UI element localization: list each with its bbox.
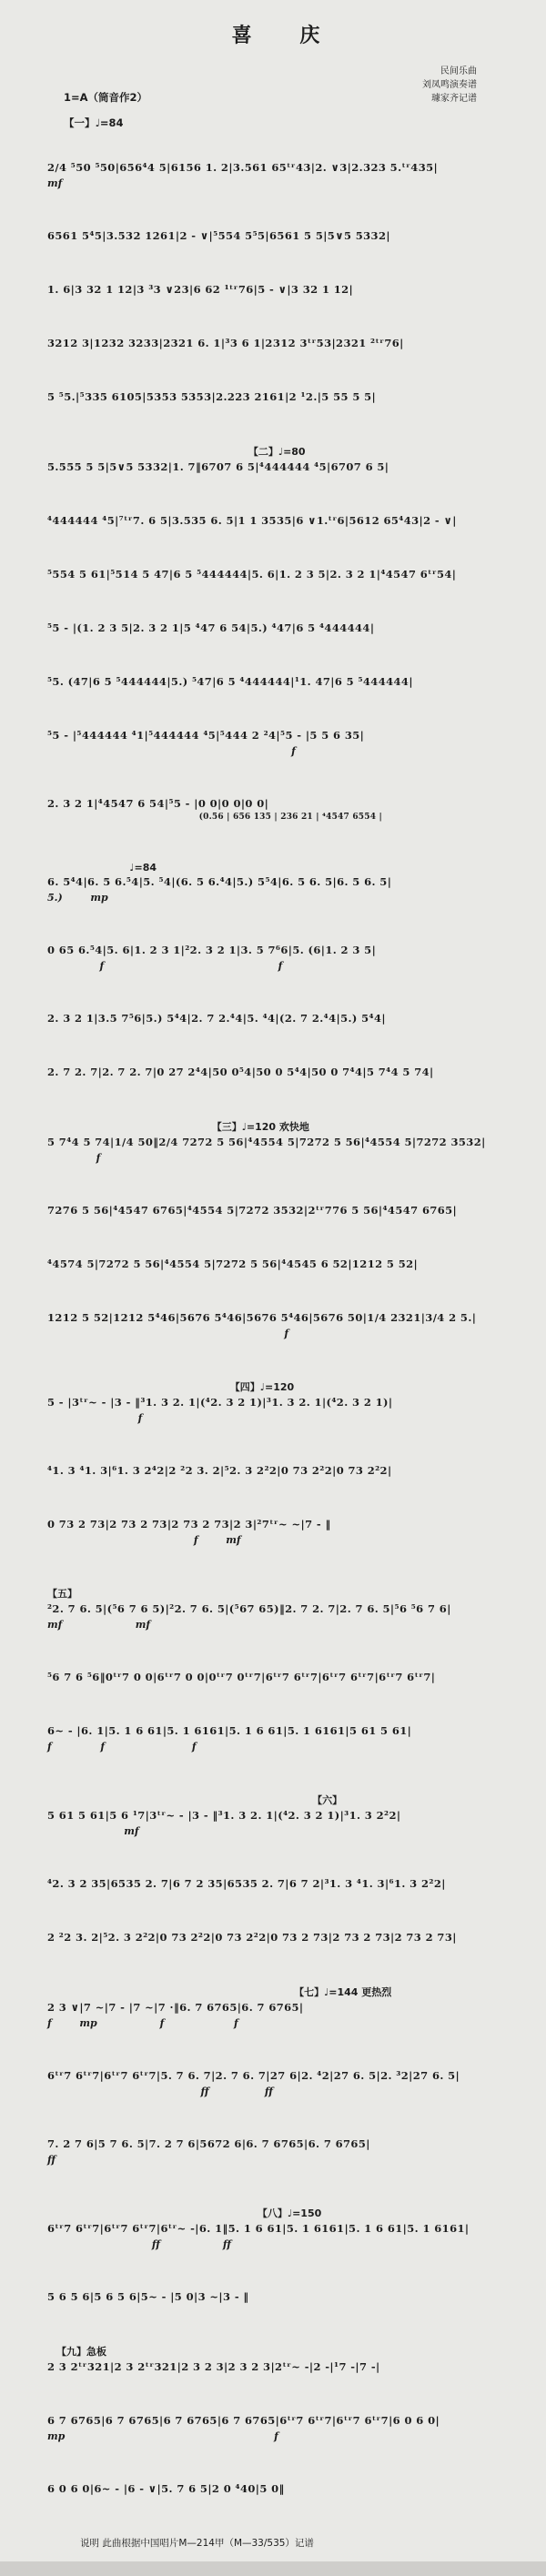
score-line [47, 2206, 504, 2250]
score-line-notes: 6ᵗʳ7 6ᵗʳ7|6ᵗʳ7 6ᵗʳ7|5. 7 6. 7|2. 7 6. 7|27 6|2. ⁴2|27 6. 5|2. ³2|27 6. 5| [47, 2069, 460, 2082]
score-line [47, 2137, 504, 2166]
score-line-notes: 2. 3 2 1|⁴4547 6 54|⁵5 - |0 0|0 0|0 0| [47, 797, 269, 810]
score-line-below: mf [47, 177, 63, 189]
score-line [47, 2482, 504, 2496]
score-line [47, 283, 504, 297]
score-line-below: f mf [47, 1534, 241, 1546]
score-header [47, 66, 504, 141]
scan-edge-strip [0, 2561, 546, 2576]
score-line-notes: 1. 6|3 32 1 12|3 ³3 ∨23|6 62 ¹ᵗʳ76|5 - ∨|3 32 1 12| [47, 283, 354, 296]
score-line-notes: 6. 5⁴4|6. 5 6.⁵4|5. ⁵4|(6. 5 6.⁴4|5.) 5⁵4|6. 5 6. 5|6. 5 6. 5| [47, 875, 392, 888]
score-line-below: f [47, 1412, 143, 1424]
score-line-label: ♩=84 [129, 862, 157, 874]
score-line-notes: 7. 2 7 6|5 7 6. 5|7. 2 7 6|5672 6|6. 7 6765|6. 7 6765| [47, 2137, 370, 2150]
score-line [47, 1012, 504, 1025]
score-line [47, 729, 504, 757]
score-line [47, 1379, 504, 1424]
page-title: 喜庆 [231, 25, 369, 47]
score-line [47, 229, 504, 243]
score-line-label: 【四】♩=120 [229, 1381, 295, 1393]
score-line [47, 568, 504, 581]
score-line-notes: 1212 5 52|1212 5⁴46|5676 5⁴46|5676 5⁴46|5676 50|1/4 2321|3/4 2 5.| [47, 1311, 477, 1324]
score-line-notes: 5 7⁴4 5 74|1/4 50‖2/4 7272 5 56|⁴4554 5|7272 5 56|⁴4554 5|7272 3532| [47, 1136, 486, 1148]
credit-performer: 刘凤鸣演奏谱 [422, 80, 477, 90]
score-line-notes: 5.555 5 5|5∨5 5332|1. 7‖6707 6 5|⁴444444 ⁴5|6707 6 5| [47, 460, 389, 473]
score-line-notes: 7276 5 56|⁴4547 6765|⁴4554 5|7272 3532|2ᵗʳ776 5 56|⁴4547 6765| [47, 1204, 458, 1217]
score-line-below: f [47, 745, 296, 757]
score-line [47, 1066, 504, 1079]
score-line-notes: 5 ⁵5.|⁵335 6105|5353 5353|2.223 2161|2 ¹2.|5 55 5 5| [47, 390, 377, 403]
footer-note: 说明 此曲根据中国唱片M—214甲（M—33/535）记谱 [80, 2538, 314, 2549]
score-line-notes: ⁵554 5 61|⁵514 5 47|6 5 ⁵444444|5. 6|1. 2 3 5|2. 3 2 1|⁴4547 6ᵗʳ54| [47, 568, 457, 581]
score-line-notes: ⁴4574 5|7272 5 56|⁴4554 5|7272 5 56|⁴4545 6 52|1212 5 52| [47, 1258, 419, 1270]
score-line-notes: 3212 3|1232 3233|2321 6. 1|³3 6 1|2312 3ᵗʳ53|2321 ²ᵗʳ76| [47, 337, 404, 349]
score-line-notes: ⁴1. 3 ⁴1. 3|⁶1. 3 2⁴2|2 ²2 3. 2|⁵2. 3 2²2|0 73 2²2|0 73 2²2| [47, 1464, 392, 1477]
score-line-below: 5.) mp [47, 892, 108, 904]
score-line-notes: ⁴444444 ⁴5|⁷ᵗʳ7. 6 5|3.535 6. 5|1 1 3535|6 ∨1.ᵗʳ6|5612 65⁴43|2 - ∨| [47, 514, 457, 527]
score-line-label: 【五】 [47, 1588, 77, 1600]
score-line [47, 1119, 504, 1164]
score-line-notes: 5 6 5 6|5 6 5 6|5~ - |5 0|3 ~|3 - ‖ [47, 2290, 249, 2303]
score-line-notes: ⁵5 - |⁵444444 ⁴1|⁵444444 ⁴5|⁵444 2 ²4|⁵5 - |5 5 6 35| [47, 729, 365, 742]
score-line [47, 2344, 504, 2374]
score-line [47, 1724, 504, 1753]
score-line [47, 337, 504, 350]
score-line-notes: 6~ - |6. 1|5. 1 6 61|5. 1 6161|5. 1 6 61|5. 1 6161|5 61 5 61| [47, 1724, 412, 1737]
score-line-notes: 2 ²2 3. 2|⁵2. 3 2²2|0 73 2²2|0 73 2²2|0 73 2 73|2 73 2 73|2 73 2 73| [47, 1931, 457, 1944]
score-line-notes: 0 65 6.⁵4|5. 6|1. 2 3 1|²2. 3 2 1|3. 5 7⁶6|5. (6|1. 2 3 5| [47, 944, 377, 956]
score-line-label: 【三】♩=120 欢快地 [211, 1121, 309, 1133]
score-line [47, 1793, 504, 1837]
score-line-below: f [47, 1328, 289, 1339]
score-body [47, 161, 504, 2496]
score-line-notes: ⁴2. 3 2 35|6535 2. 7|6 7 2 35|6535 2. 7|6 7 2|³1. 3 ⁴1. 3|⁶1. 3 2²2| [47, 1877, 446, 1890]
score-line-notes: ⁵5. (47|6 5 ⁵444444|5.) ⁵47|6 5 ⁴444444|¹1. 47|6 5 ⁵444444| [47, 675, 413, 688]
score-line-notes: 5 - |3ᵗʳ~ - |3 - ‖³1. 3 2. 1|(⁴2. 3 2 1)|³1. 3 2. 1|(⁴2. 3 2 1)| [47, 1396, 393, 1409]
score-line-notes: 2 3 2ᵗʳ321|2 3 2ᵗʳ321|2 3 2 3|2 3 2 3|2ᵗʳ~ -|2 -|¹7 -|7 -| [47, 2360, 380, 2373]
score-line [47, 1671, 504, 1684]
score-line [47, 390, 504, 404]
score-line-below: f f f [47, 1741, 197, 1753]
score-line [47, 944, 504, 972]
score-line-notes: 6 0 6 0|6~ - |6 - ∨|5. 7 6 5|2 0 ⁴40|5 0‖ [47, 2482, 285, 2495]
score-line [47, 1464, 504, 1478]
score-line-notes: 6ᵗʳ7 6ᵗʳ7|6ᵗʳ7 6ᵗʳ7|6ᵗʳ~ -|6. 1‖5. 1 6 61|5. 1 6161|5. 1 6 61|5. 1 6161| [47, 2222, 470, 2235]
score-line-notes: 5 61 5 61|5 6 ¹7|3ᵗʳ~ - |3 - ‖³1. 3 2. 1|(⁴2. 3 2 1)|³1. 3 2²2| [47, 1809, 401, 1822]
score-line-notes: ²2. 7 6. 5|(⁵6 7 6 5)|²2. 7 6. 5|(⁵67 65)‖2. 7 2. 7|2. 7 6. 5|⁵6 ⁵6 7 6| [47, 1602, 451, 1615]
score-line-notes: ⁵5 - |(1. 2 3 5|2. 3 2 1|5 ⁴47 6 54|5.) ⁴47|6 5 ⁴444444| [47, 621, 375, 634]
credits [422, 65, 477, 106]
score-line-below: f mp f f [47, 2017, 238, 2029]
score-line [47, 1518, 504, 1546]
score-line [47, 514, 504, 528]
score-line-label: 【八】♩=150 [257, 2207, 322, 2219]
score-line-below: f [47, 1152, 101, 1164]
score-line-cue: (0.56 | 656 135 | 236 21 | ⁴4547 6554 | [47, 813, 382, 822]
score-line [47, 675, 504, 689]
score-line-below: ff ff [47, 2238, 232, 2250]
score-line-label: 【六】 [312, 1794, 343, 1806]
credit-source: 民间乐曲 [440, 66, 477, 76]
score-line [47, 2290, 504, 2304]
score-line-notes: 6 7 6765|6 7 6765|6 7 6765|6 7 6765|6ᵗʳ7 6ᵗʳ7|6ᵗʳ7 6ᵗʳ7|6 0 6 0| [47, 2414, 440, 2427]
score-line-below: mf [47, 1825, 139, 1837]
score-line-notes: ⁵6 7 6 ⁵6‖0ᵗʳ7 0 0|6ᵗʳ7 0 0|0ᵗʳ7 0ᵗʳ7|6ᵗʳ7 6ᵗʳ7|6ᵗʳ7 6ᵗʳ7|6ᵗʳ7 6ᵗʳ7| [47, 1671, 436, 1683]
score-line-below: mp f [47, 2430, 278, 2442]
score-line-below: ff ff [47, 2086, 273, 2097]
score-line-below: ff [47, 2154, 56, 2166]
score-line [47, 1985, 504, 2029]
score-line [47, 161, 504, 189]
score-line [47, 2069, 504, 2097]
score-line-label: 【七】♩=144 更热烈 [294, 1986, 392, 1998]
score-line [47, 1258, 504, 1271]
score-line [47, 2414, 504, 2442]
score-line-notes: 2. 7 2. 7|2. 7 2. 7|0 27 2⁴4|50 0⁵4|50 0 5⁴4|50 0 7⁴4|5 7⁴4 5 74| [47, 1066, 434, 1078]
score-line [47, 1204, 504, 1217]
score-line-notes: 0 73 2 73|2 73 2 73|2 73 2 73|2 3|²7ᵗʳ~ ~|7 - ‖ [47, 1518, 331, 1530]
score-line-label: 【二】♩=80 [248, 446, 306, 458]
score-line [47, 621, 504, 635]
score-line-below: f f [47, 960, 283, 972]
tempo-marking: 【一】♩=84 [64, 116, 124, 129]
score-line [47, 862, 504, 904]
score-line [47, 1877, 504, 1891]
credit-transcriber: 璩家齐记谱 [431, 94, 477, 104]
score-line-notes: 6561 5⁴5|3.532 1261|2 - ∨|⁵554 5⁵5|6561 5 5|5∨5 5332| [47, 229, 390, 242]
score-line [47, 1311, 504, 1339]
key-and-tempo [64, 90, 147, 130]
score-line [47, 797, 504, 822]
score-line-notes: 2/4 ⁵50 ⁵50|656⁴4 5|6156 1. 2|3.561 65ᵗʳ43|2. ∨3|2.323 5.ᵗʳ435| [47, 161, 439, 174]
score-line [47, 444, 504, 474]
score-line-below: mf mf [47, 1619, 151, 1631]
score-line-notes: 2. 3 2 1|3.5 7⁵6|5.) 5⁴4|2. 7 2.⁴4|5. ⁴4|(2. 7 2.⁴4|5.) 5⁴4| [47, 1012, 386, 1025]
score-line-notes: 2 3 ∨|7 ~|7 - |7 ~|7 ·‖6. 7 6765|6. 7 6765| [47, 2001, 304, 2014]
score-line [47, 1586, 504, 1631]
score-line-label: 【九】急板 [56, 2346, 107, 2358]
key-signature: 1=A（筒音作2） [64, 91, 148, 104]
score-line [47, 1931, 504, 1945]
